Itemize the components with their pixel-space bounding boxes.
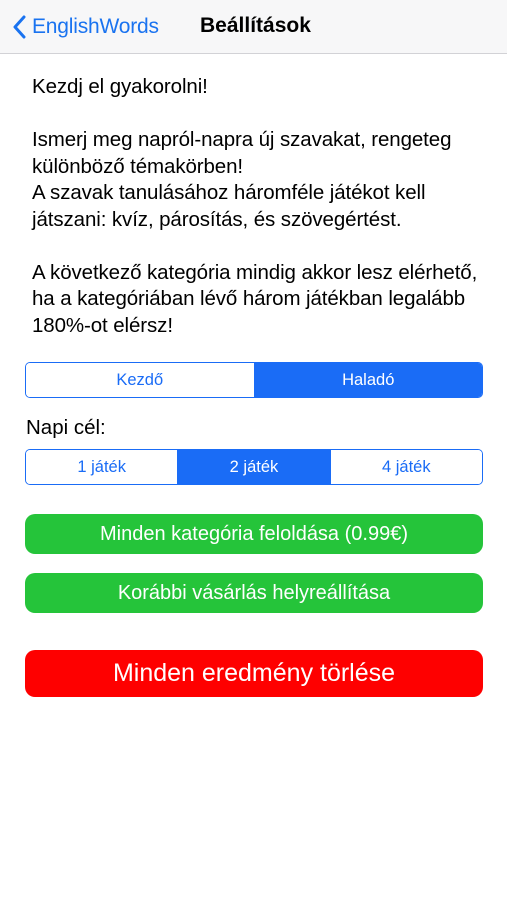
segment-1-game[interactable]: 1 játék: [26, 450, 177, 484]
navigation-bar: [0, 0, 507, 54]
page-title: Beállítások: [200, 14, 311, 37]
segment-2-games[interactable]: 2 játék: [177, 450, 329, 484]
intro-paragraph-1: Ismerj meg napról-napra új szavakat, rengeteg különböző témakörben!: [32, 128, 452, 178]
intro-paragraph-2: A következő kategória mindig akkor lesz elérhető, ha a kategóriában lévő három játékban legalább 180%-ot elérsz!: [32, 260, 478, 337]
intro-text: [32, 74, 482, 339]
intro-heading: Kezdj el gyakorolni!: [32, 75, 208, 98]
back-button-label: EnglishWords: [32, 15, 159, 38]
segment-beginner[interactable]: Kezdő: [26, 363, 254, 397]
segment-advanced[interactable]: Haladó: [254, 363, 483, 397]
back-button[interactable]: [12, 12, 159, 42]
segment-4-games[interactable]: 4 játék: [330, 450, 482, 484]
unlock-all-button[interactable]: Minden kategória feloldása (0.99€): [25, 514, 483, 554]
intro-paragraph-1b: A szavak tanulásához háromféle játékot kell játszani: kvíz, párosítás, és szövegértést.: [32, 181, 426, 231]
daily-goal-segmented-control: [25, 449, 483, 485]
reset-results-button[interactable]: Minden eredmény törlése: [25, 650, 483, 697]
restore-purchase-button[interactable]: Korábbi vásárlás helyreállítása: [25, 573, 483, 613]
level-segmented-control: [25, 362, 483, 398]
chevron-left-icon: [12, 15, 26, 39]
daily-goal-label: Napi cél:: [26, 416, 106, 439]
